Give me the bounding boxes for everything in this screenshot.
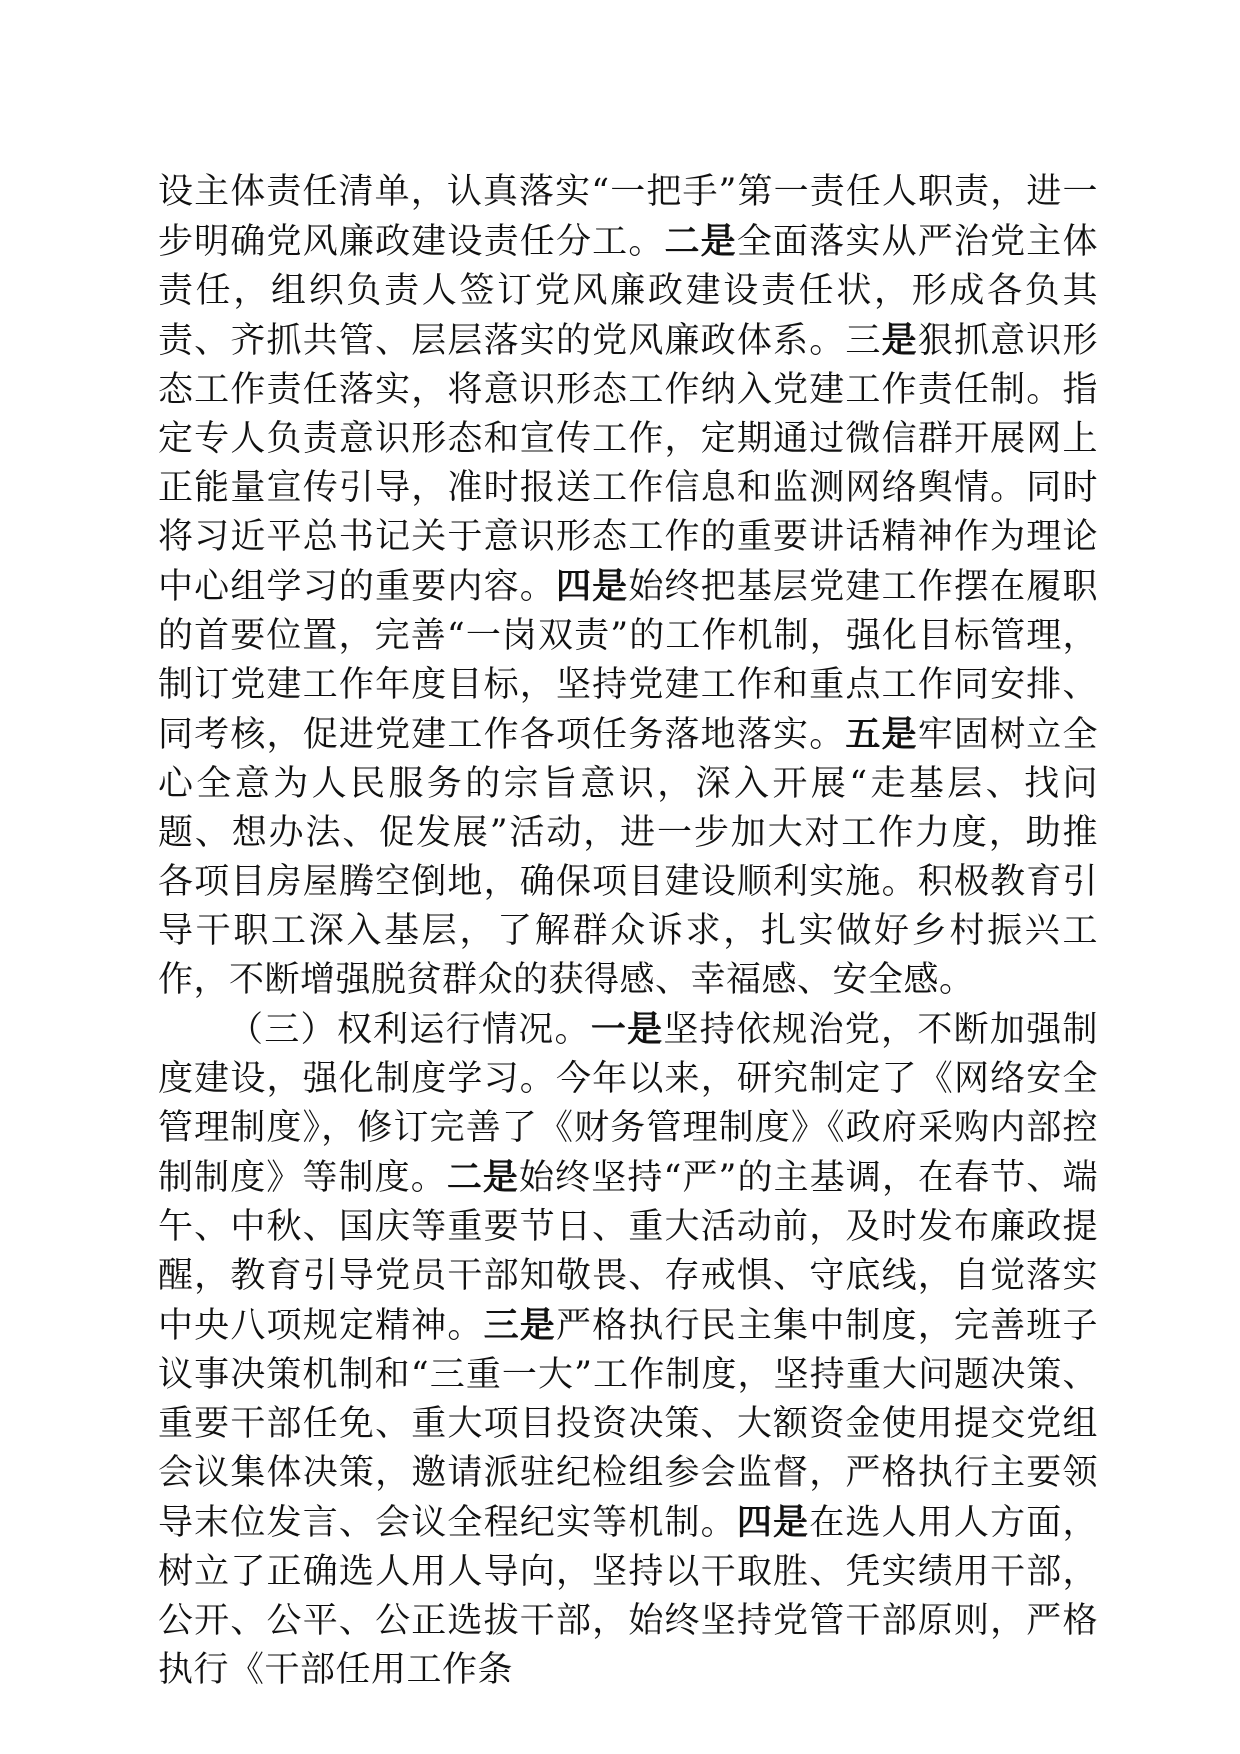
document-body [158,168,1098,1695]
p2-keyword-2: 二是 [446,1157,520,1198]
p1-text-3: 狠抓意识形态工作责任落实，将意识形态工作纳入党建工作责任制。指定专人负责意识形态和宣传工作，定期通过微信群开展网上正能量宣传引导，准时报送工作信息和监测网络舆情。同时将习近平总书记关于意识形态工作的重要讲话精神作为理论中心组学习的重要内容。 [158,321,1098,607]
p1-keyword-4: 四是 [555,566,629,607]
p1-keyword-3: 是 [881,320,918,361]
p2-heading: （三）权利运行情况。 [228,1010,591,1050]
p1-keyword-5: 五是 [845,714,918,755]
paragraph-power-operation [158,1005,1098,1695]
p2-text-4: 在选人用人方面，树立了正确选人用人导向，坚持以干取胜、凭实绩用干部，公开、公平、公正选拔干部，始终坚持党管干部原则，严格执行《干部任用工作条 [158,1503,1098,1690]
p2-keyword-3: 三是 [483,1305,556,1346]
p1-text-4: 始终把基层党建工作摆在履职的首要位置，完善“一岗双责”的工作机制，强化目标管理，制订党建工作年度目标，坚持党建工作和重点工作同安排、同考核，促进党建工作各项任务落地落实。 [158,567,1098,755]
p1-text-2: 全面落实从严治党主体责任，组织负责人签订党风廉政建设责任状，形成各负其责、齐抓共管、层层落实的党风廉政体系。三 [158,222,1098,361]
p2-keyword-1: 一是 [590,1009,664,1050]
p2-text-3: 严格执行民主集中制度，完善班子议事决策机制和“三重一大”工作制度，坚持重大问题决策、重要干部任免、重大项目投资决策、大额资金使用提交党组会议集体决策，邀请派驻纪检组参会监督，严格执行主要领导末位发言、会议全程纪实等机制。 [158,1306,1098,1543]
p2-text-2: 始终坚持“严”的主基调，在春节、端午、中秋、国庆等重要节日、重大活动前，及时发布廉政提醒，教育引导党员干部知敬畏、存戒惧、守底线，自觉落实中央八项规定精神。 [158,1158,1098,1346]
p1-text-5: 牢固树立全心全意为人民服务的宗旨意识，深入开展“走基层、找问题、想办法、促发展”活动，进一步加大对工作力度，助推各项目房屋腾空倒地，确保项目建设顺利实施。积极教育引导干职工深入基层，了解群众诉求，扎实做好乡村振兴工作，不断增强脱贫群众的获得感、幸福感、安全感。 [158,715,1098,1000]
p1-keyword-2: 二是 [664,221,737,262]
p1-text-1: 设主体责任清单，认真落实“一把手”第一责任人职责，进一步明确党风廉政建设责任分工。 [158,172,1098,262]
p2-text-1: 坚持依规治党，不断加强制度建设，强化制度学习。今年以来，研究制定了《网络安全管理制度》，修订完善了《财务管理制度》《政府采购内部控制制度》等制度。 [158,1010,1098,1198]
paragraph-responsibility [158,168,1098,1005]
p2-keyword-4: 四是 [736,1502,810,1543]
